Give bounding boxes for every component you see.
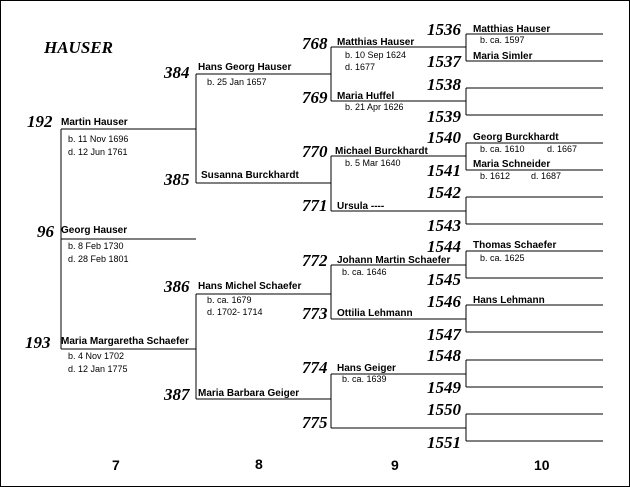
ancestor-number-387: 387 <box>164 385 190 404</box>
ancestor-number-775: 775 <box>302 413 328 432</box>
generation-label-10: 10 <box>534 457 550 473</box>
ancestor-number-1537: 1537 <box>427 52 461 71</box>
ancestor-number-1543: 1543 <box>427 216 461 235</box>
ancestor-number-768: 768 <box>302 34 328 53</box>
birth-772: b. ca. 1646 <box>342 267 387 277</box>
ancestor-number-772: 772 <box>302 251 328 270</box>
ancestor-number-1549: 1549 <box>427 378 461 397</box>
death-1540: d. 1667 <box>547 144 578 154</box>
birth-96: b. 8 Feb 1730 <box>68 241 124 251</box>
generation-label-8: 8 <box>255 456 263 472</box>
death-386: d. 1702- 1714 <box>207 307 263 317</box>
birth-769: b. 21 Apr 1626 <box>345 102 404 112</box>
birth-1536: b. ca. 1597 <box>480 35 525 45</box>
person-name-1540[interactable]: Georg Burckhardt <box>473 132 559 143</box>
death-96: d. 28 Feb 1801 <box>68 254 129 264</box>
person-name-193[interactable]: Maria Margaretha Schaefer <box>61 336 189 347</box>
ancestor-number-1545: 1545 <box>427 270 461 289</box>
birth-1540: b. ca. 1610 <box>480 144 525 154</box>
person-name-386[interactable]: Hans Michel Schaefer <box>198 281 302 292</box>
person-name-1541[interactable]: Maria Schneider <box>473 159 551 170</box>
birth-386: b. ca. 1679 <box>207 295 252 305</box>
ancestor-number-774: 774 <box>302 358 328 377</box>
person-name-1536[interactable]: Matthias Hauser <box>473 24 551 35</box>
ancestor-number-1550: 1550 <box>427 400 461 419</box>
person-name-1544[interactable]: Thomas Schaefer <box>473 240 557 251</box>
ancestor-number-1542: 1542 <box>427 183 461 202</box>
person-name-387[interactable]: Maria Barbara Geiger <box>198 388 300 399</box>
death-1541: d. 1687 <box>531 171 562 181</box>
person-name-770[interactable]: Michael Burckhardt <box>335 146 428 157</box>
person-name-96[interactable]: Georg Hauser <box>61 225 128 236</box>
ancestor-number-1536: 1536 <box>427 20 461 39</box>
person-name-772[interactable]: Johann Martin Schaefer <box>337 255 451 266</box>
birth-770: b. 5 Mar 1640 <box>345 158 401 168</box>
person-name-384[interactable]: Hans Georg Hauser <box>198 62 292 73</box>
ancestor-number-1548: 1548 <box>427 346 461 365</box>
person-name-1537[interactable]: Maria Simler <box>473 51 533 62</box>
ancestor-number-1546: 1546 <box>427 292 461 311</box>
birth-1544: b. ca. 1625 <box>480 253 525 263</box>
ancestor-number-96: 96 <box>37 222 54 241</box>
ancestor-number-193: 193 <box>25 333 51 352</box>
birth-768: b. 10 Sep 1624 <box>345 50 407 60</box>
birth-1541: b. 1612 <box>480 171 511 181</box>
ancestor-number-773: 773 <box>302 304 328 323</box>
person-name-768[interactable]: Matthias Hauser <box>337 37 415 48</box>
ancestor-number-1541: 1541 <box>427 161 461 180</box>
ancestor-number-769: 769 <box>302 88 328 107</box>
ancestor-number-1540: 1540 <box>427 128 461 147</box>
ancestor-number-192: 192 <box>27 112 53 131</box>
birth-193: b. 4 Nov 1702 <box>68 351 125 361</box>
ancestor-number-1538: 1538 <box>427 75 461 94</box>
person-name-773[interactable]: Ottilia Lehmann <box>337 308 413 319</box>
ancestor-number-771: 771 <box>302 196 328 215</box>
ancestor-number-770: 770 <box>302 142 328 161</box>
birth-192: b. 11 Nov 1696 <box>68 134 129 144</box>
person-name-771[interactable]: Ursula ---- <box>337 201 385 212</box>
death-193: d. 12 Jan 1775 <box>68 364 128 374</box>
person-name-1546[interactable]: Hans Lehmann <box>473 295 545 306</box>
person-name-192[interactable]: Martin Hauser <box>61 117 128 128</box>
death-192: d. 12 Jun 1761 <box>68 147 128 157</box>
birth-774: b. ca. 1639 <box>342 374 387 384</box>
ancestor-number-384: 384 <box>164 63 190 82</box>
ancestor-number-386: 386 <box>164 277 190 296</box>
birth-384: b. 25 Jan 1657 <box>207 77 267 87</box>
person-name-769[interactable]: Maria Huffel <box>337 91 395 102</box>
person-name-385[interactable]: Susanna Burckhardt <box>201 170 299 181</box>
family-surname: HAUSER <box>44 38 113 57</box>
ancestor-number-1551: 1551 <box>427 433 461 452</box>
ancestor-number-1547: 1547 <box>427 325 461 344</box>
ancestor-number-385: 385 <box>164 170 190 189</box>
death-768: d. 1677 <box>345 62 376 72</box>
person-name-774[interactable]: Hans Geiger <box>337 363 396 374</box>
generation-label-9: 9 <box>391 457 399 473</box>
ancestor-number-1539: 1539 <box>427 107 461 126</box>
generation-label-7: 7 <box>112 457 120 473</box>
ancestor-number-1544: 1544 <box>427 237 461 256</box>
